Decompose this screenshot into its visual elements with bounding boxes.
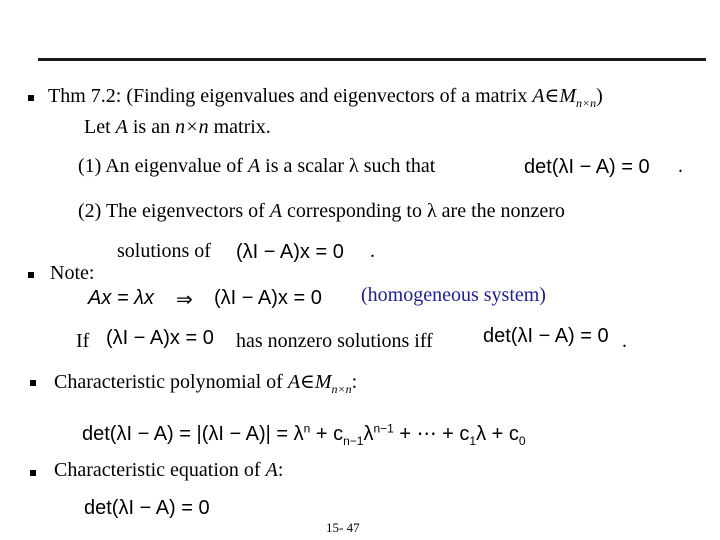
bullet-characteristic-equation (30, 470, 36, 476)
theorem-line (48, 83, 603, 111)
theorem-matrix: A∈M (532, 85, 577, 107)
theorem-matrix-size: n×n (576, 96, 597, 110)
note-equation-1: Ax = λx (88, 287, 154, 309)
note-label: Note: (50, 262, 95, 284)
note-implies-arrow: ⇒ (176, 289, 193, 311)
char-poly-label-text: Characteristic polynomial of (54, 371, 288, 393)
note-equation-2: (λI − A)x = 0 (214, 287, 322, 309)
item-2-text-a: (2) The eigenvectors of (78, 200, 270, 222)
note-remark: (homogeneous system) (361, 284, 546, 306)
characteristic-equation-label (54, 459, 283, 482)
char-poly-eq-a: det(λI − A) = |(λI − A)| = λ (82, 423, 304, 445)
char-poly-sub-1: 1 (469, 434, 477, 448)
char-poly-eq-d: + ⋯ + c (393, 423, 470, 445)
char-eq-matrix-A: A (265, 459, 278, 481)
if-middle-text: has nonzero solutions iff (236, 330, 433, 352)
char-poly-sub-0: 0 (518, 434, 526, 448)
theorem-close: ) (596, 85, 603, 107)
characteristic-equation: det(λI − A) = 0 (84, 497, 210, 519)
theorem-label: Thm 7.2: (Finding eigenvalues and eigenvectors of a matrix (48, 85, 533, 107)
let-mid: is an (127, 116, 176, 138)
let-matrix-A: A (115, 116, 128, 138)
char-poly-eq-c: λ (363, 423, 374, 445)
char-poly-sub-n1: n−1 (343, 434, 364, 448)
item-2-text-b: corresponding to λ are the nonzero (282, 200, 565, 222)
page-number: 15- 47 (326, 520, 360, 535)
item-1-period: . (678, 155, 683, 177)
char-poly-sup-n1: n−1 (373, 421, 394, 436)
let-post: matrix. (208, 116, 271, 138)
bullet-theorem (28, 95, 34, 101)
char-poly-sup-n: n (303, 421, 311, 436)
char-poly-colon: : (351, 371, 358, 393)
characteristic-polynomial-label (54, 369, 357, 397)
item-2-solutions-of: solutions of (117, 240, 211, 262)
item-1-text-b: is a scalar λ such that (260, 155, 436, 177)
item-2-text (78, 200, 565, 223)
char-poly-eq-e: λ + c (476, 423, 519, 445)
item-1-text (78, 155, 435, 178)
bullet-note (28, 272, 34, 278)
if-equation: (λI − A)x = 0 (106, 327, 214, 349)
let-pre: Let (84, 116, 116, 138)
item-2-equation: (λI − A)x = 0 (236, 241, 344, 263)
characteristic-polynomial-equation (82, 421, 526, 448)
item-1-matrix-A: A (247, 155, 261, 177)
bullet-characteristic-polynomial (30, 380, 36, 386)
let-size: n×n (175, 116, 209, 138)
if-determinant-equation: det(λI − A) = 0 (483, 325, 609, 347)
char-poly-eq-b: + c (310, 423, 344, 445)
char-poly-matrix: A∈M (287, 371, 332, 393)
item-2-period: . (370, 240, 375, 262)
item-2-matrix-A: A (269, 200, 282, 222)
let-line (84, 116, 271, 139)
item-1-text-a: (1) An eigenvalue of (78, 155, 248, 177)
if-label: If (76, 330, 90, 352)
char-eq-label-text: Characteristic equation of (54, 459, 266, 481)
char-eq-colon: : (277, 459, 284, 481)
char-poly-matrix-size: n×n (331, 382, 352, 396)
item-1-equation: det(λI − A) = 0 (524, 156, 650, 178)
if-period: . (622, 330, 627, 352)
title-rule (38, 58, 706, 61)
